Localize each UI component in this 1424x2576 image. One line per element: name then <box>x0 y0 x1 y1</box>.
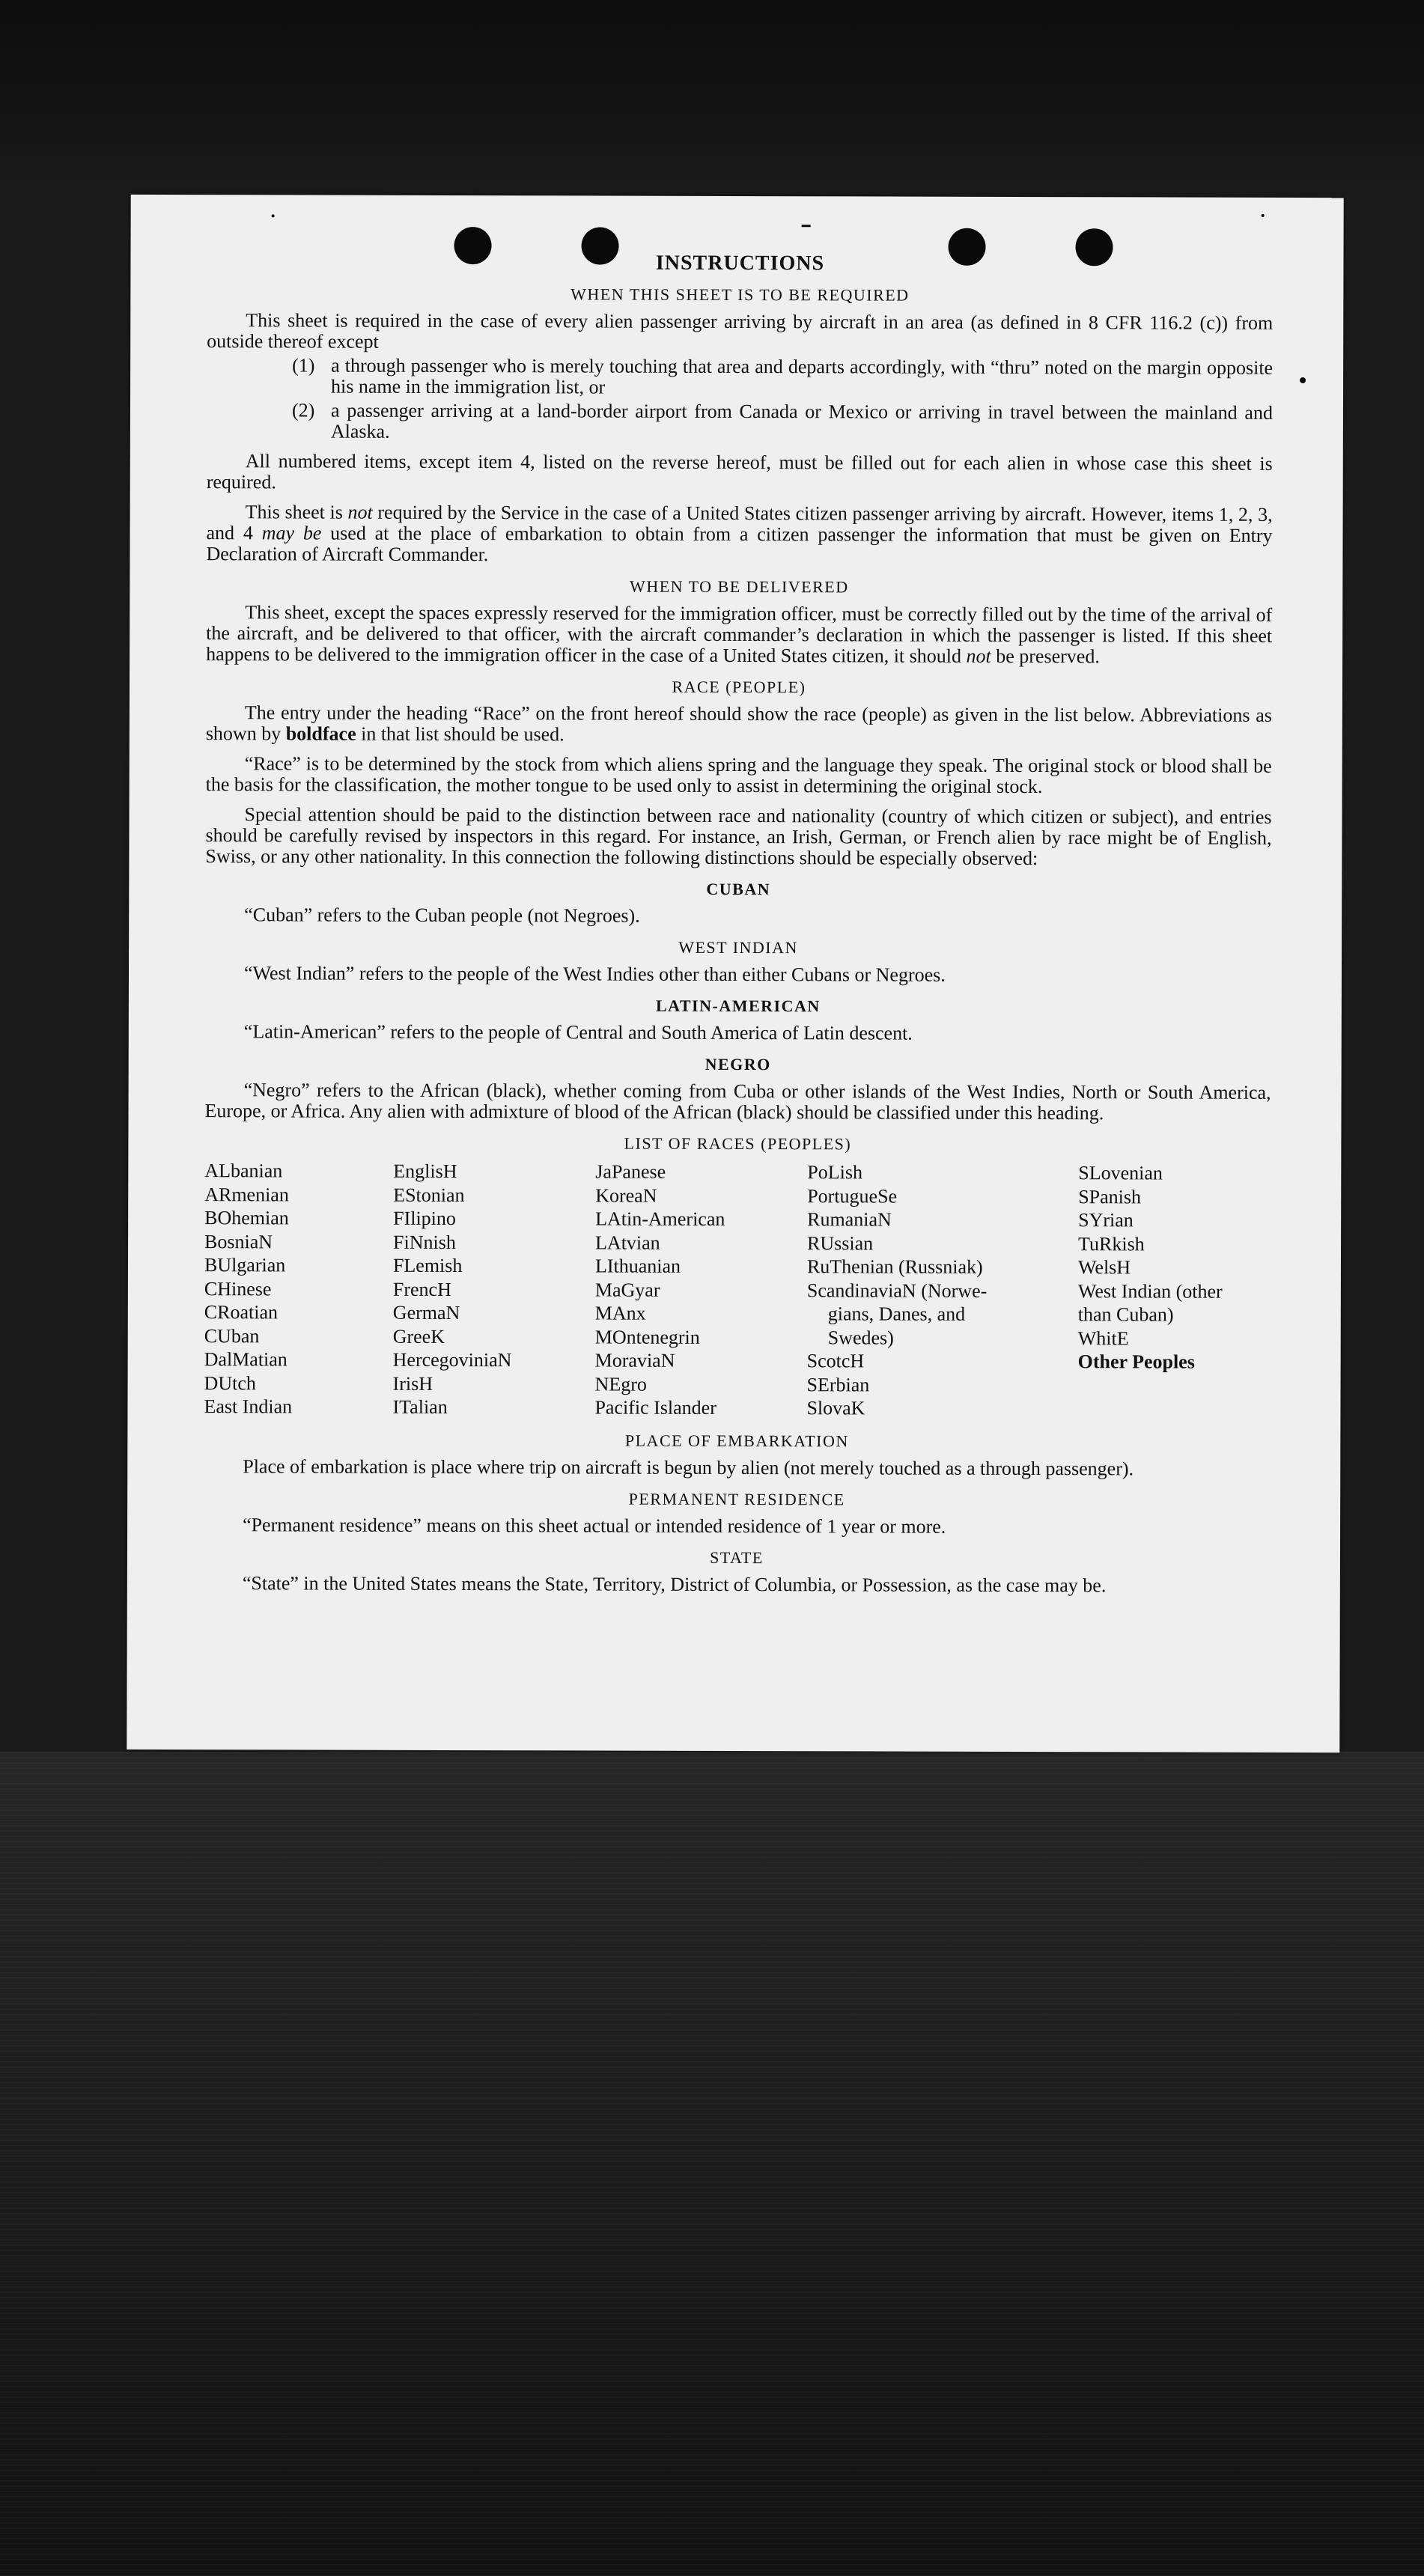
race-entry: GreeK <box>392 1325 445 1348</box>
race-list-column <box>204 1159 393 1419</box>
race-entry: DalMatian <box>204 1348 287 1371</box>
cuban-definition: “Cuban” refers to the Cuban people (not Negroes). <box>244 904 640 927</box>
race-entry: RUssian <box>807 1231 874 1254</box>
race-list-column <box>806 1160 1078 1420</box>
exception-item <box>292 355 1273 399</box>
when-required-intro: This sheet is required in the case of every alien passenger arriving by aircraft in an area (as defined in 8 CFR 116.2 (c)) from outside thereof except <box>207 309 1274 353</box>
negro-definition: “Negro” refers to the African (black), whether coming from Cuba or other islands of the West Indies, North or South America, Europe, or Africa. Any alien with admixture of blood of the African (black) should be classified under this heading. <box>204 1079 1271 1124</box>
race-list-column <box>392 1160 595 1419</box>
punch-hole <box>1075 228 1113 266</box>
exception-item <box>292 400 1273 444</box>
section-heading-latin-american: LATIN-AMERICAN <box>655 996 821 1016</box>
race-entry: SLovenian <box>1078 1162 1163 1184</box>
race-list-column <box>1077 1161 1271 1421</box>
section-heading-when-delivered: WHEN TO BE DELIVERED <box>630 576 849 597</box>
race-entry: Pacific Islander <box>594 1396 716 1419</box>
permanent-residence-definition: “Permanent residence” means on this sheet actual or intended residence of 1 year or more. <box>243 1513 946 1538</box>
race-entry: than Cuban) <box>1077 1303 1174 1326</box>
race-entry: CUban <box>204 1324 260 1347</box>
race-entry: DUtch <box>204 1371 256 1394</box>
race-entry: ScandinaviaN (Norwe- <box>806 1279 988 1302</box>
race-entry: EStonian <box>393 1184 465 1206</box>
race-entry: LAtvian <box>595 1231 660 1254</box>
exception-item-text: a through passenger who is merely touching that area and departs accordingly, with “thru” noted on the margin opposite his name in the immigration list, or <box>331 354 1274 398</box>
document-title: INSTRUCTIONS <box>655 251 825 275</box>
race-entry: Other Peoples <box>1077 1351 1195 1373</box>
exception-item-number: (1) <box>292 354 315 377</box>
punch-hole <box>581 227 618 264</box>
race-entry: RumaniaN <box>807 1208 892 1231</box>
race-entry: IrisH <box>392 1372 433 1395</box>
section-heading-race: RACE (PEOPLE) <box>672 677 806 697</box>
race-entry: ScotcH <box>806 1350 865 1372</box>
race-entry: ALbanian <box>204 1160 283 1182</box>
race-entry: GermaN <box>392 1301 460 1324</box>
numbered-items-paragraph: All numbered items, except item 4, listed on the reverse hereof, must be filled out for each alien in whose case this sheet is required. <box>206 450 1273 493</box>
race-entry: MoraviaN <box>594 1349 675 1371</box>
scan-background-bottom <box>0 1752 1424 2576</box>
race-paragraph: Special attention should be paid to the distinction between race and nationality (country of which citizen or subject), and entries should be carefully revised by inspectors in this regard. For instance, an Irish, German, or French alien by race might be of English, Swiss, or any other nationality. In this connection the following distinctions should be especially observed: <box>205 803 1272 870</box>
race-entry: MOntenegrin <box>594 1326 700 1348</box>
race-entry: RuThenian (Russniak) <box>806 1255 983 1278</box>
race-entry: MAnx <box>594 1302 646 1324</box>
race-entry: gians, Danes, and <box>827 1303 966 1325</box>
race-entry: FLemish <box>392 1254 463 1277</box>
race-entry: CHinese <box>204 1277 272 1300</box>
scan-background-top <box>0 0 1424 195</box>
race-entry: SlovaK <box>806 1397 865 1419</box>
race-entry: ARmenian <box>204 1183 289 1205</box>
race-entry: BosniaN <box>204 1230 273 1252</box>
race-entry: SPanish <box>1078 1185 1142 1208</box>
race-entry: TuRkish <box>1078 1232 1145 1255</box>
race-entry: WelsH <box>1077 1256 1131 1279</box>
race-entry: PortugueSe <box>807 1184 898 1208</box>
state-definition: “State” in the United States means the State, Territory, District of Columbia, or Possession, as the case may be. <box>242 1571 1107 1596</box>
when-delivered-paragraph: This sheet, except the spaces expressly reserved for the immigration officer, must be correctly filled out by the time of the arrival of the aircraft, and be delivered to that officer, with the aircraft commander’s declaration in which the passenger is listed. If this sheet happens to be delivered to the immigration officer in the case of a United States citizen, it should not be preserved. <box>206 601 1273 668</box>
section-heading-west-indian: WEST INDIAN <box>678 937 798 957</box>
scan-speck <box>802 225 811 227</box>
section-heading-when-required: WHEN THIS SHEET IS TO BE REQUIRED <box>570 284 910 305</box>
race-list <box>204 1159 1271 1421</box>
race-entry: FIlipino <box>393 1207 456 1230</box>
race-entry: WhitE <box>1077 1327 1129 1349</box>
race-entry: JaPanese <box>595 1160 666 1183</box>
race-entry: KoreaN <box>595 1184 657 1207</box>
race-entry: NEgro <box>594 1373 647 1395</box>
race-paragraph: The entry under the heading “Race” on the front hereof should show the race (people) as given in the list below. Abbreviations as shown by boldface in that list should be used. <box>205 701 1272 746</box>
race-entry: PoLish <box>807 1161 863 1184</box>
race-entry: HercegoviniaN <box>392 1348 512 1371</box>
race-entry: CRoatian <box>204 1301 279 1324</box>
section-heading-list-of-races: LIST OF RACES (PEOPLES) <box>624 1133 852 1154</box>
scan-speck <box>272 214 275 217</box>
exception-item-number: (2) <box>291 399 315 421</box>
race-entry: BUlgarian <box>204 1254 286 1276</box>
place-of-embarkation-definition: Place of embarkation is place where trip on aircraft is begun by alien (not merely touched as a through passenger). <box>243 1455 1134 1479</box>
instruction-sheet <box>127 195 1343 1753</box>
race-entry: FiNnish <box>393 1231 456 1253</box>
citizen-passenger-paragraph: This sheet is not required by the Service in the case of a United States citizen passenger arriving by aircraft. However, items 1, 2, 3, and 4 may be used at the place of embarkation to obtain from a citizen passenger the information that must be given on Entry Declaration of Aircraft Commander. <box>206 501 1273 566</box>
section-heading-negro: NEGRO <box>705 1054 771 1074</box>
race-entry: Swedes) <box>827 1326 894 1349</box>
race-entry: BOhemian <box>204 1207 289 1229</box>
scan-speck <box>1300 377 1306 383</box>
section-heading-state: STATE <box>710 1547 764 1567</box>
punch-hole <box>948 228 985 266</box>
race-entry: SErbian <box>806 1373 870 1395</box>
section-heading-cuban: CUBAN <box>706 879 771 899</box>
race-entry: East Indian <box>204 1395 293 1418</box>
race-entry: SYrian <box>1078 1209 1134 1231</box>
exception-item-text: a passenger arriving at a land-border airport from Canada or Mexico or arriving in travel between the mainland and Alaska. <box>330 399 1274 442</box>
race-entry: West Indian (other <box>1077 1279 1223 1303</box>
race-entry: ITalian <box>392 1395 448 1418</box>
race-paragraph: “Race” is to be determined by the stock from which aliens spring and the language they speak. The original stock or blood shall be the basis for the classification, the mother tongue to be used only to assist in determining the original stock. <box>205 752 1272 798</box>
section-heading-place-of-embarkation: PLACE OF EMBARKATION <box>624 1431 849 1450</box>
race-entry: FrencH <box>392 1278 451 1300</box>
race-entry: LIthuanian <box>594 1255 681 1277</box>
race-entry: LAtin-American <box>595 1208 725 1230</box>
scan-speck <box>1262 214 1265 217</box>
latin-american-definition: “Latin-American” refers to the people of Central and South America of Latin descent. <box>243 1020 913 1044</box>
west-indian-definition: “West Indian” refers to the people of the West Indies other than either Cubans or Negroes. <box>243 962 946 986</box>
punch-hole <box>454 227 491 264</box>
race-entry: MaGyar <box>594 1279 660 1301</box>
race-entry: EnglisH <box>393 1160 457 1183</box>
race-list-column <box>594 1160 807 1420</box>
section-heading-permanent-residence: PERMANENT RESIDENCE <box>628 1489 845 1508</box>
